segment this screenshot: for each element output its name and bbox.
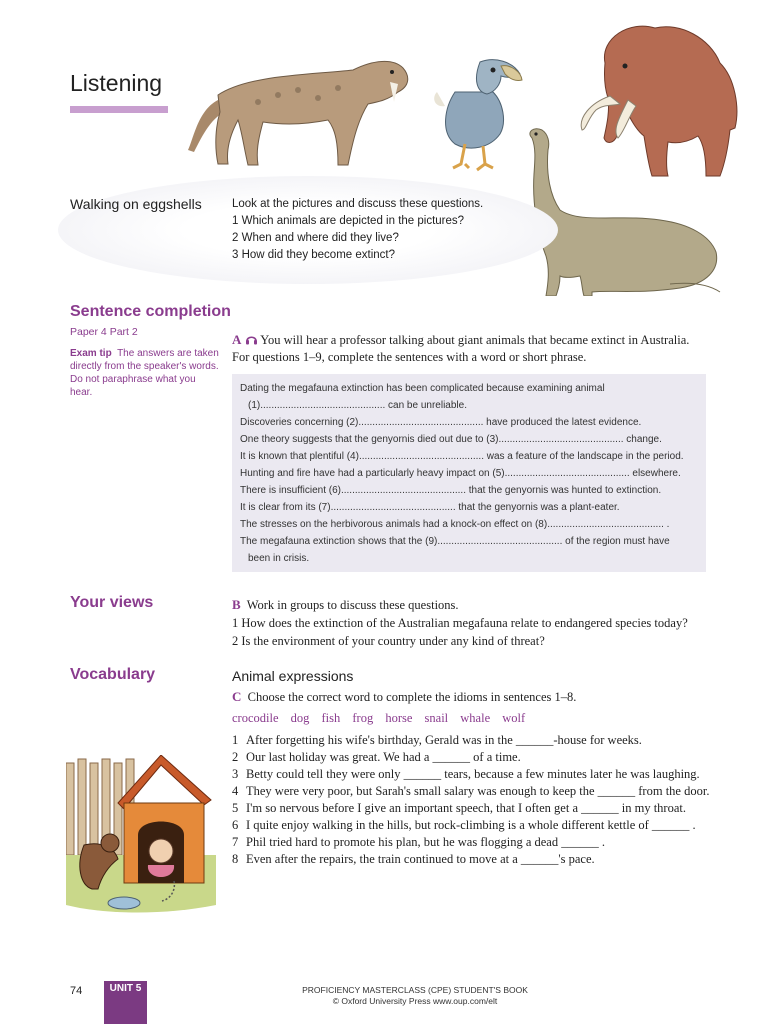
- credit-line: © Oxford University Press www.oup.com/elt: [332, 996, 498, 1006]
- list-item: [232, 817, 712, 834]
- item-text: Betty could tell they were only ______ tears, because a few minutes later he was laughing.: [246, 767, 700, 781]
- list-item: [232, 749, 712, 766]
- item-text: I'm so nervous before I give an important speech, that I often get a ______ in my throat.: [246, 801, 686, 815]
- list-item: [232, 851, 712, 868]
- discussion-question: 3 How did they become extinct?: [232, 249, 396, 261]
- exercise-letter: A: [232, 332, 242, 347]
- discussion-question: 2 When and where did they live?: [232, 232, 399, 244]
- title-rule: [70, 106, 168, 113]
- completion-line: Dating the megafauna extinction has been complicated because examining animal: [240, 383, 605, 394]
- views-question: 1 How does the extinction of the Australian megafauna relate to endangered species today?: [232, 616, 688, 630]
- item-text: Phil tried hard to promote his plan, but he was flogging a dead ______ .: [246, 835, 605, 849]
- exam-tip: [70, 347, 220, 399]
- section-heading-vocabulary: Vocabulary: [70, 666, 156, 683]
- item-number: 1: [232, 733, 239, 747]
- list-item: [232, 800, 712, 817]
- doghouse-cartoon-illustration: [66, 755, 216, 925]
- item-text: I quite enjoy walking in the hills, but rock-climbing is a whole different kettle of ______ .: [246, 818, 696, 832]
- discussion-block: [232, 196, 483, 264]
- list-item: [232, 783, 712, 800]
- discussion-prompt: Look at the pictures and discuss these questions.: [232, 198, 484, 210]
- diplodocus-illustration: [520, 124, 725, 296]
- word-option: frog: [352, 711, 374, 725]
- list-item: [232, 834, 712, 851]
- completion-line: It is clear from its (7)............................................. that the genyornis was a plant-eater.: [240, 502, 620, 513]
- word-option: dog: [290, 711, 310, 725]
- list-item: [232, 766, 712, 783]
- item-text: After forgetting his wife's birthday, Gerald was in the ______-house for weeks.: [246, 733, 642, 747]
- exercise-letter: B: [232, 597, 241, 612]
- word-bank: [232, 711, 534, 726]
- instruction-text: You will hear a professor talking about giant animals that became extinct in Australia. For questions 1–9, complete the sentences with a word or short phrase.: [232, 333, 690, 364]
- word-option: horse: [385, 711, 413, 725]
- exercise-letter: C: [232, 689, 242, 704]
- discussion-question: 1 Which animals are depicted in the pictures?: [232, 215, 465, 227]
- dodo-illustration: [425, 52, 525, 174]
- item-text: Our last holiday was great. We had a ______ of a time.: [246, 750, 521, 764]
- word-option: snail: [424, 711, 449, 725]
- word-option: whale: [460, 711, 491, 725]
- unit-badge: UNIT 5: [104, 981, 147, 1024]
- item-text: Even after the repairs, the train continued to move at a ______'s pace.: [246, 852, 595, 866]
- section-heading-sentence-completion: Sentence completion: [70, 303, 231, 320]
- word-option: crocodile: [232, 711, 279, 725]
- item-number: 5: [232, 801, 239, 815]
- intro-subtitle: Walking on eggshells: [70, 196, 202, 212]
- item-number: 8: [232, 852, 239, 866]
- idiom-list: [232, 732, 712, 868]
- section-heading-your-views: Your views: [70, 594, 154, 611]
- item-number: 3: [232, 767, 239, 781]
- completion-line: Discoveries concerning (2)............................................. have produced the latest evidence.: [240, 417, 642, 428]
- completion-line: It is known that plentiful (4)............................................. was a feature of the landscape in the period.: [240, 451, 684, 462]
- item-number: 7: [232, 835, 239, 849]
- instruction-b: [232, 596, 722, 614]
- headphones-icon[interactable]: [245, 333, 258, 345]
- instruction-text: Choose the correct word to complete the idioms in sentences 1–8.: [247, 690, 577, 704]
- completion-line: The megafauna extinction shows that the (9)............................................. of the region must have: [240, 536, 670, 547]
- page-title: Listening: [70, 70, 163, 96]
- sentence-completion-lines: [240, 380, 702, 567]
- item-text: They were very poor, but Sarah's small salary was enough to keep the ______ from the door.: [246, 784, 710, 798]
- paper-label: Paper 4 Part 2: [70, 326, 138, 338]
- credit: [290, 985, 540, 1007]
- instruction-a: [232, 331, 702, 366]
- completion-line: been in crisis.: [248, 553, 310, 564]
- vocabulary-subheading: Animal expressions: [232, 668, 354, 684]
- sabre-tooth-cat-illustration: [188, 40, 418, 170]
- instruction-text: Work in groups to discuss these questions.: [246, 598, 459, 612]
- credit-line: PROFICIENCY MASTERCLASS (CPE) STUDENT'S BOOK: [302, 985, 528, 995]
- item-number: 4: [232, 784, 239, 798]
- completion-line: There is insufficient (6)............................................. that the genyornis was hunted to extinction.: [240, 485, 662, 496]
- exam-tip-label: Exam tip: [70, 348, 112, 359]
- page-number: 74: [70, 985, 83, 997]
- item-number: 2: [232, 750, 239, 764]
- views-question: 2 Is the environment of your country under any kind of threat?: [232, 634, 545, 648]
- instruction-c: [232, 689, 576, 705]
- completion-line: (1)............................................. can be unreliable.: [248, 400, 467, 411]
- completion-line: One theory suggests that the genyornis died out due to (3)............................................. change.: [240, 434, 662, 445]
- exam-tip-text: The answers are taken directly from the speaker's words. Do not paraphrase what you hear.: [70, 348, 219, 398]
- word-option: fish: [321, 711, 341, 725]
- your-views-block: [232, 596, 722, 650]
- word-option: wolf: [502, 711, 526, 725]
- completion-line: The stresses on the herbivorous animals had a knock-on effect on (8).......................................... .: [240, 519, 670, 530]
- item-number: 6: [232, 818, 239, 832]
- completion-line: Hunting and fire have had a particularly heavy impact on (5)............................................. elsewhere.: [240, 468, 681, 479]
- list-item: [232, 732, 712, 749]
